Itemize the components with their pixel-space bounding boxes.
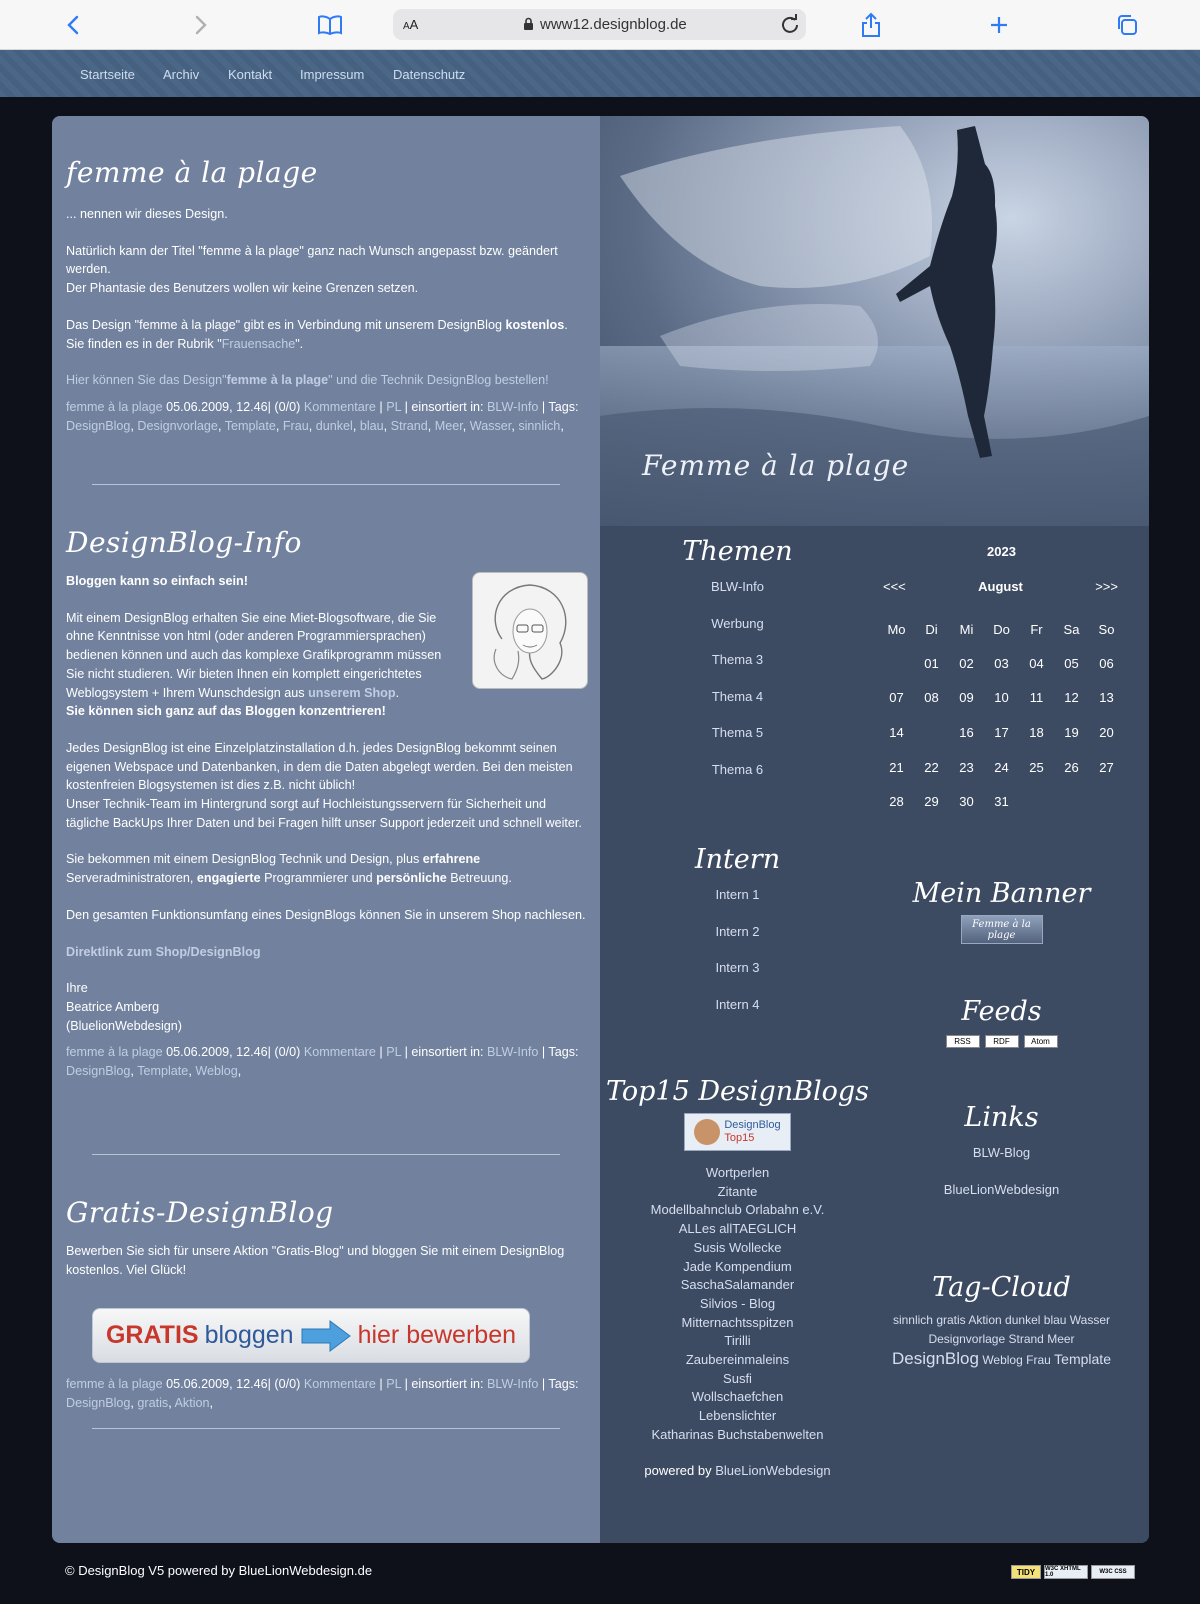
themen-item[interactable]: Thema 6 [711, 761, 764, 777]
tidy-badge[interactable]: TIDY [1011, 1565, 1041, 1579]
tag-link[interactable]: blau [359, 418, 384, 433]
post-title[interactable]: DesignBlog-Info [66, 526, 302, 559]
themen-item[interactable]: Werbung [711, 615, 764, 631]
tag-link[interactable]: gratis [137, 1395, 169, 1410]
calendar-weekdays: Mo Di Mi Do Fr Sa So [887, 621, 1115, 637]
nav-datenschutz[interactable]: Datenschutz [393, 67, 466, 82]
intern-item[interactable]: Intern 4 [715, 996, 760, 1012]
blog-navigation [0, 50, 1200, 97]
post-title[interactable]: femme à la plage [66, 156, 318, 189]
top15-item[interactable]: Katharinas Buchstabenwelten [651, 1426, 824, 1442]
nav-startseite[interactable]: Startseite [80, 67, 135, 82]
post-text: Natürlich kann der Titel "femme à la plage" ganz nach Wunsch angepasst bzw. geändert werden. Der Phantasie des Benutzers wollen wir keine Grenzen setzen. [66, 243, 558, 296]
themen-item[interactable]: BLW-Info [711, 579, 764, 594]
tag-link[interactable]: Template [224, 418, 276, 433]
footer-text: © DesignBlog V5 powered by BlueLionWebdesign.de [65, 1563, 373, 1578]
validator-badges [1011, 1565, 1135, 1579]
back-icon[interactable] [58, 10, 88, 40]
intern-item[interactable]: Intern 1 [715, 887, 760, 902]
tag-link[interactable]: DesignBlog [66, 1395, 131, 1410]
meta-author-link[interactable]: femme à la plage [66, 1377, 163, 1391]
tag-link[interactable]: Aktion [174, 1395, 210, 1410]
tag-link[interactable]: Designvorlage [928, 1332, 1006, 1346]
top15-item[interactable]: Wollschaefchen [691, 1389, 784, 1405]
calendar-grid [879, 612, 1124, 819]
forward-icon[interactable] [186, 10, 216, 40]
blog-container [52, 116, 1149, 1543]
my-banner-image[interactable]: Femme à la plage [961, 915, 1043, 944]
meta-pl-link[interactable]: PL [386, 1045, 402, 1060]
meta-category-link[interactable]: BLW-Info [487, 399, 539, 414]
intern-item[interactable]: Intern 2 [715, 923, 760, 939]
post-divider [92, 1154, 560, 1155]
calendar-next-button[interactable]: >>> [1095, 579, 1118, 594]
w3c-xhtml-badge[interactable]: W3C XHTML 1.0 [1044, 1565, 1088, 1579]
meta-comments-link[interactable]: Kommentare [303, 1377, 376, 1391]
post-text: Jedes DesignBlog ist eine Einzelplatzinstallation d.h. jedes DesignBlog bekommt seinen eigenen Webspace und Datenbanken, in dem die Daten abgelegt werden. Bei den meisten kostenfreien Blogsystemen ist dies z.B. nicht üblich! Unser Technik-Team im Hintergrund sorgt auf Hochleistungsservern für Sicherheit und tägliche BackUps Ihrer Daten und bei Fragen hilft unser Support jederzeit und schnell weiter. [66, 740, 582, 830]
post-divider [92, 484, 560, 485]
links-box [879, 1102, 1124, 1218]
post-text: Sie bekommen mit einem DesignBlog Technik und Design, plus erfahrene Serveradministratoren, engagierte Programmierer und persönliche Betreuung. [66, 852, 512, 886]
link-frauensache[interactable]: Frauensache [221, 336, 296, 351]
author-portrait-image [472, 572, 588, 689]
header-title: Femme à la plage [642, 449, 910, 482]
tag-link[interactable]: Frau [282, 418, 309, 433]
new-tab-icon[interactable] [984, 10, 1014, 40]
meta-author-link[interactable]: femme à la plage [66, 399, 163, 414]
meta-author-link[interactable]: femme à la plage [66, 1045, 163, 1060]
post-text: Bloggen kann so einfach sein! [66, 574, 248, 588]
top15-item[interactable]: Lebenslichter [698, 1408, 777, 1424]
sidebar-column [600, 116, 1149, 1543]
top15-box [600, 1076, 875, 1478]
tag-link[interactable]: DesignBlog [66, 418, 131, 433]
top15-heading: Top15 DesignBlogs [605, 1076, 870, 1107]
calendar-week: 07 08 09 10 11 12 13 [889, 690, 1114, 706]
banner-heading: Mein Banner [912, 878, 1091, 909]
binoculars-icon [694, 1119, 720, 1145]
calendar-week: 14 16 17 18 19 20 [889, 724, 1114, 740]
tag-link[interactable]: Wasser [1069, 1313, 1111, 1327]
header-image [600, 116, 1149, 526]
tag-link[interactable]: Weblog [195, 1064, 238, 1079]
intern-heading: Intern [694, 844, 781, 875]
tag-link[interactable]: Frau [1026, 1353, 1051, 1367]
links-heading: Links [964, 1102, 1039, 1133]
banner-box [879, 878, 1124, 944]
tabs-icon[interactable] [1112, 10, 1142, 40]
nav-archiv[interactable]: Archiv [163, 67, 200, 82]
top15-item[interactable]: Tirilli [724, 1333, 751, 1349]
tag-link[interactable]: Designvorlage [137, 418, 218, 433]
tag-link[interactable]: DesignBlog [66, 1064, 131, 1079]
tag-link[interactable]: Template [137, 1064, 189, 1079]
calendar-year: 2023 [987, 544, 1016, 559]
top15-item[interactable]: Susis Wollecke [693, 1239, 782, 1255]
meta-comments-link[interactable]: Kommentare [303, 399, 376, 414]
arrow-right-icon [300, 1319, 352, 1353]
themen-item[interactable]: Thema 4 [711, 688, 764, 704]
tag-link[interactable]: DesignBlog [892, 1349, 979, 1368]
rdf-feed-button[interactable]: RDF [985, 1035, 1019, 1048]
meta-category-link[interactable]: BLW-Info [487, 1377, 539, 1391]
address-bar[interactable] [393, 9, 806, 40]
post-text: Bewerben Sie sich für unsere Aktion "Gratis-Blog" und bloggen Sie mit einem DesignBlog kostenlos. Viel Glück! [66, 1244, 565, 1277]
link-unserem-shop[interactable]: unserem Shop [308, 685, 396, 700]
top15-logo[interactable]: DesignBlog Top15 [684, 1113, 791, 1151]
tag-link[interactable]: sinnlich [892, 1313, 933, 1327]
themen-item[interactable]: Thema 5 [711, 725, 764, 741]
top15-item[interactable]: Modellbahnclub Orlabahn e.V. [650, 1202, 825, 1218]
gratis-bloggen-banner[interactable]: GRATIS bloggen hier bewerben [92, 1308, 530, 1363]
share-icon[interactable] [856, 10, 886, 40]
post-text: Den gesamten Funktionsumfang eines DesignBlogs können Sie in unserem Shop nachlesen. [66, 907, 586, 922]
top15-item[interactable]: Wortperlen [705, 1165, 770, 1180]
calendar-week: 28 29 30 31 [889, 794, 1009, 810]
meta-comments-link[interactable]: Kommentare [303, 1045, 376, 1060]
calendar-month: August [978, 579, 1023, 594]
post-text: Das Design "femme à la plage" gibt es in Verbindung mit unserem DesignBlog kostenlos. Sie finden es in der Rubrik "Frauensache". [66, 317, 568, 351]
top15-item[interactable]: Silvios - Blog [699, 1295, 776, 1311]
nav-kontakt[interactable]: Kontakt [228, 67, 273, 82]
post-meta: femme à la plage 05.06.2009, 12.46| (0/0) Kommentare | PL | einsortiert in: BLW-Info | Tags: DesignBlog, Designvorlage, Template, Frau, dunkel, blau, Strand, Meer, Wasser, sinnlich, [66, 399, 579, 433]
intern-item[interactable]: Intern 3 [715, 960, 760, 976]
reload-icon[interactable] [780, 14, 800, 37]
meta-pl-link[interactable]: PL [386, 1377, 402, 1391]
top15-item[interactable]: Susfi [723, 1370, 752, 1386]
powered-by-link[interactable]: BlueLionWebdesign [715, 1462, 831, 1478]
post-meta: femme à la plage 05.06.2009, 12.46| (0/0) Kommentare | PL | einsortiert in: BLW-Info | Tags: DesignBlog, Template, Weblog, [66, 1045, 579, 1079]
tag-link[interactable]: Strand [1008, 1332, 1044, 1346]
tag-link[interactable]: Aktion [968, 1313, 1002, 1327]
nav-impressum[interactable]: Impressum [300, 67, 365, 82]
tag-link[interactable]: Meer [1047, 1332, 1075, 1346]
tag-link[interactable]: Wasser [469, 418, 512, 433]
signature: Ihre Beatrice Amberg (BluelionWebdesign) [66, 981, 182, 1033]
text-size-button[interactable]: AA [403, 17, 419, 32]
tag-link[interactable]: Strand [390, 418, 428, 433]
tag-link[interactable]: dunkel [1005, 1313, 1041, 1327]
rss-feed-button[interactable]: RSS [946, 1035, 980, 1048]
calendar [879, 544, 1139, 819]
shop-direct-link[interactable]: Direktlink zum Shop/DesignBlog [66, 944, 261, 959]
tag-link[interactable]: dunkel [315, 418, 353, 433]
order-link[interactable]: Hier können Sie das Design"femme à la plage" und die Technik DesignBlog bestellen! [66, 373, 549, 388]
links-item[interactable]: BLW-Blog [972, 1145, 1031, 1160]
feeds-box [879, 996, 1124, 1048]
links-item[interactable]: BlueLionWebdesign [943, 1181, 1060, 1197]
post-text: Mit einem DesignBlog erhalten Sie eine Miet-Blogsoftware, die Sie ohne Kenntnisse von html (oder anderen Programmiersprachen) bedienen können und auch das komplexe Grafikprogramm müssen Sie nicht studieren. Wir bieten Ihnen ein komplett eingerichtetes Weblogsystem + Ihrem Wunschdesign aus unserem Shop. Sie können sich ganz auf das Bloggen konzentrieren! [66, 610, 442, 719]
post-meta: femme à la plage 05.06.2009, 12.46| (0/0) Kommentare | PL | einsortiert in: BLW-Info | Tags: DesignBlog, gratis, Aktion, [66, 1377, 579, 1410]
tag-link[interactable]: gratis [936, 1313, 966, 1327]
top15-item[interactable]: Jade Kompendium [683, 1258, 792, 1274]
lock-icon [523, 17, 534, 34]
themen-item[interactable]: Thema 3 [711, 652, 764, 668]
calendar-prev-button[interactable]: <<< [883, 579, 906, 594]
themen-box [600, 536, 875, 799]
post-femme-a-la-plage [66, 156, 588, 435]
top15-item[interactable]: ALLes allTAEGLICH [678, 1221, 797, 1237]
tag-link[interactable]: blau [1043, 1313, 1067, 1327]
tag-link[interactable]: Template [1054, 1351, 1111, 1367]
tag-link[interactable]: sinnlich [518, 418, 561, 433]
content-column [52, 116, 600, 1543]
post-gratis-designblog [66, 1196, 588, 1279]
url-text: www12.designblog.de [540, 16, 687, 33]
top15-item[interactable]: Mitternachtsspitzen [681, 1314, 794, 1330]
w3c-css-badge[interactable]: W3C CSS [1091, 1565, 1135, 1579]
post-title[interactable]: Gratis-DesignBlog [66, 1196, 334, 1229]
meta-category-link[interactable]: BLW-Info [487, 1045, 539, 1060]
tag-link[interactable]: Meer [434, 418, 463, 433]
calendar-week: 01 02 03 04 05 06 [924, 655, 1114, 671]
tagcloud-box [879, 1272, 1124, 1370]
tag-link[interactable]: Weblog [982, 1353, 1023, 1367]
bookmarks-icon[interactable] [315, 10, 345, 40]
top15-item[interactable]: Zaubereinmaleins [685, 1352, 790, 1368]
atom-feed-button[interactable]: Atom [1024, 1035, 1058, 1048]
powered-by: powered by BlueLionWebdesign [644, 1462, 831, 1478]
post-meta-wrap [66, 1375, 588, 1412]
meta-pl-link[interactable]: PL [386, 399, 402, 414]
tag-cloud [879, 1311, 1124, 1370]
post-divider [92, 1428, 560, 1429]
calendar-week: 21 22 23 24 25 26 27 [889, 759, 1114, 775]
post-text: ... nennen wir dieses Design. [66, 207, 228, 221]
themen-heading: Themen [682, 536, 793, 567]
feeds-heading: Feeds [961, 996, 1042, 1027]
top15-item[interactable]: Zitante [717, 1183, 758, 1199]
intern-box [600, 844, 875, 1033]
post-designblog-info [66, 526, 588, 1081]
tagcloud-heading: Tag-Cloud [932, 1272, 1071, 1303]
top15-item[interactable]: SaschaSalamander [680, 1277, 795, 1293]
browser-toolbar [0, 0, 1200, 50]
